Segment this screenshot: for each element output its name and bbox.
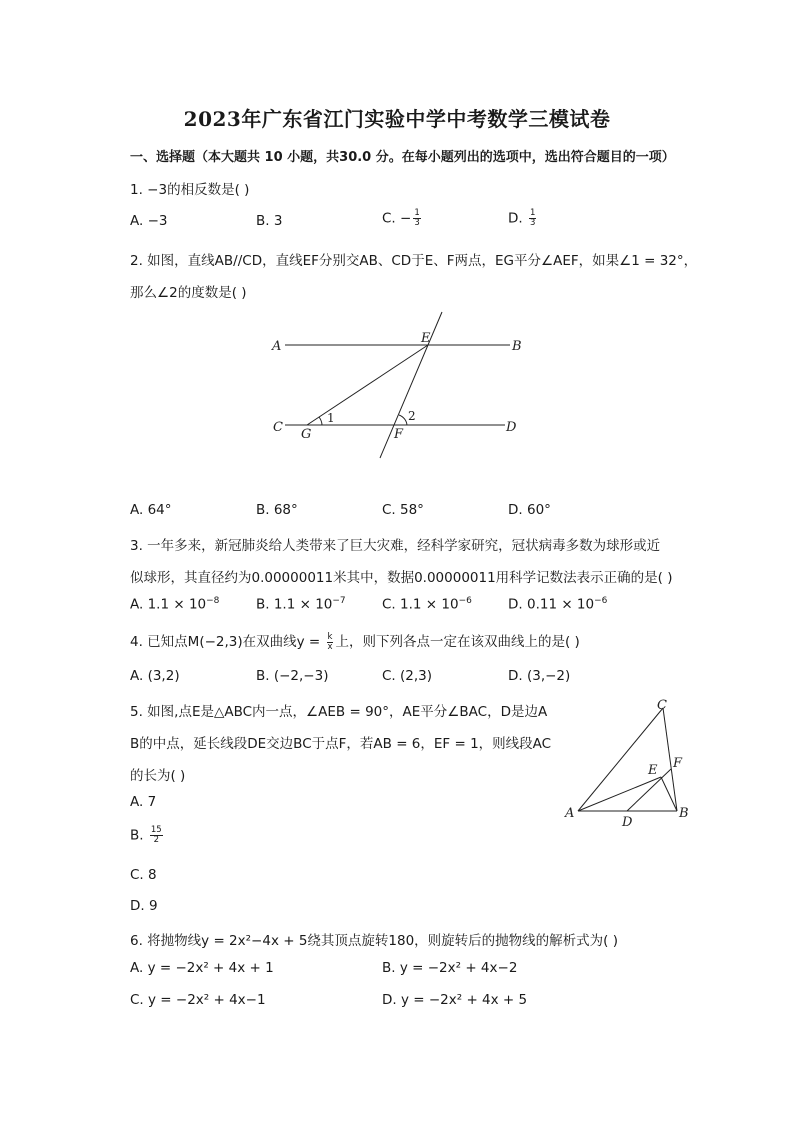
page-title: 2023年广东省江门实验中学中考数学三模试卷 [183,107,611,131]
fig2-label-d: D [506,420,517,435]
q5-figure [555,693,705,828]
q1-d-prefix: D. [508,210,527,227]
q2-figure [260,300,540,470]
q2-option-d: D. 60° [508,502,551,518]
question-3-line-1: 3. 一年多来，新冠肺炎给人类带来了巨大灾难，经科学家研究，冠状病毒多数为球形或近 [130,538,661,554]
question-5-line-2: B的中点，延长线段DE交边BC于点F，若AB = 6，EF = 1，则线段AC [130,736,552,752]
section-heading: 一、选择题（本大题共 10 小题，共30.0 分。在每小题列出的选项中，选出符合题目的一项） [130,150,675,165]
side-ac [578,708,663,811]
q2-option-c: C. 58° [382,502,424,518]
fig5-label-d: D [622,815,633,828]
q5-b-fraction: $\frac{15}{2}$ [150,825,162,845]
question-4-stem [130,630,580,652]
q3-option-a: A. $1.1 \times 10^{-8}$ [130,596,220,613]
fig5-label-f: F [673,756,683,771]
q4-option-c: C. (2,3) [382,668,433,684]
q1-option-d [508,209,538,228]
q4-option-d: D. (3,−2) [508,668,571,684]
fig2-angle-1-label: 1 [327,411,335,425]
fig2-label-c: C [273,420,283,435]
q2-option-b: B. 68° [256,502,298,518]
q1-option-a: A. −3 [130,213,168,229]
q1-option-b: B. 3 [256,213,283,229]
question-3-line-2: 似球形，其直径约为0.00000011米其中，数据0.00000011用科学记数法表示正确的是( ) [130,570,673,586]
q3-option-d: D. $0.11 \times 10^{-6}$ [508,596,608,613]
q4-stem-pre: 4. 已知点M(−2,3)在双曲线y = [130,634,325,650]
q4-option-b: B. (−2,−3) [256,668,329,684]
q1-c-fraction: $\frac{1}{3}$ [414,208,420,228]
q6-option-a: A. y = −2x² + 4x + 1 [130,960,274,976]
fig5-label-c: C [657,698,667,713]
fig5-label-e: E [648,763,658,778]
q1-c-prefix: C. − [382,210,412,227]
q5-option-c: C. 8 [130,867,157,883]
line-ef [380,312,442,458]
q5-option-d: D. 9 [130,898,158,914]
fig2-label-a: A [272,339,282,354]
fig2-label-g: G [301,427,312,442]
q1-option-c [382,209,423,228]
fig2-label-e: E [421,331,431,346]
fig5-label-b: B [679,806,689,821]
angle-2-arc [399,415,407,425]
question-2-line-2: 那么∠2的度数是( ) [130,285,247,301]
q3-option-b: B. $1.1 \times 10^{-7}$ [256,596,346,613]
q4-option-a: A. (3,2) [130,668,180,684]
question-2-line-1: 2. 如图，直线AB//CD，直线EF分别交AB、CD于E、F两点，EG平分∠AEF，如果∠1 = 32°， [130,253,698,269]
q6-option-c: C. y = −2x² + 4x−1 [130,992,266,1008]
q2-option-a: A. 64° [130,502,172,518]
question-5-line-1: 5. 如图,点E是△ABC内一点，∠AEB = 90°，AE平分∠BAC，D是边A [130,704,548,720]
question-5-line-3: 的长为( ) [130,768,186,784]
segment-ae [578,777,661,811]
q5-option-b: B. $\frac{15}{2}$ [130,825,162,845]
q6-option-b: B. y = −2x² + 4x−2 [382,960,518,976]
fig5-label-a: A [565,806,575,821]
q6-option-d: D. y = −2x² + 4x + 5 [382,992,528,1008]
fig2-label-b: B [512,339,522,354]
fig2-angle-2-label: 2 [408,409,416,423]
question-6-stem: 6. 将抛物线y = 2x²−4x + 5绕其顶点旋转180，则旋转后的抛物线的解析式为( ) [130,933,619,949]
q1-d-fraction: $\frac{1}{3}$ [529,208,536,228]
fig2-label-f: F [394,427,404,442]
angle-1-arc [319,417,322,425]
q3-option-c: C. $1.1 \times 10^{-6}$ [382,596,472,613]
q4-fraction: $\frac{k}{x}$ [327,631,333,652]
question-1-stem: 1. −3的相反数是( ) [130,182,250,198]
q4-stem-post: 上，则下列各点一定在该双曲线上的是( ) [335,634,580,650]
q5-option-a: A. 7 [130,794,157,810]
